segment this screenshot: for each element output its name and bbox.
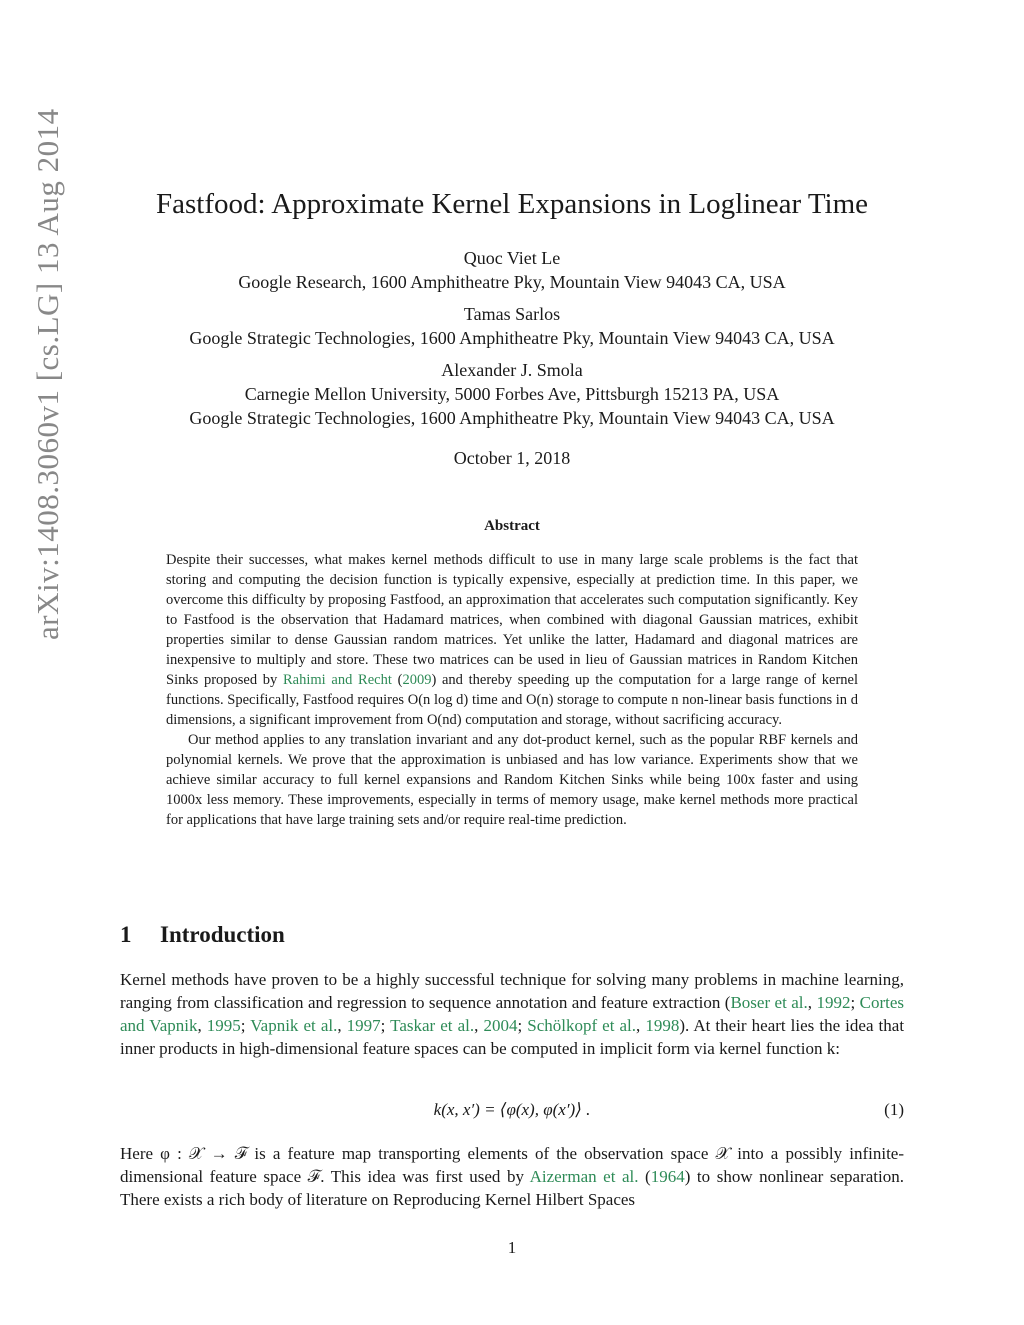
- citation-link[interactable]: Schölkopf et al.: [527, 1016, 637, 1035]
- abstract-paragraph-1: [166, 550, 858, 730]
- abstract-text: (: [391, 672, 403, 688]
- citation-link[interactable]: Cortes and Vapnik: [120, 993, 904, 1035]
- citation-year-link[interactable]: 1998: [645, 1016, 680, 1035]
- body-text: (: [638, 1167, 651, 1186]
- citation-link[interactable]: Taskar et al.: [390, 1016, 475, 1035]
- citation-year-link[interactable]: 2009: [402, 672, 432, 688]
- section-heading: [120, 922, 285, 948]
- paper-title: Fastfood: Approximate Kernel Expansions in Loglinear Time: [155, 188, 869, 220]
- arxiv-stamp: arXiv:1408.3060v1 [cs.LG] 13 Aug 2014: [30, 108, 65, 640]
- author-affiliation: Google Strategic Technologies, 1600 Amphitheatre Pky, Mountain View 94043 CA, USA: [189, 328, 835, 348]
- abstract-heading: Abstract: [484, 518, 540, 534]
- intro-paragraph-1: Kernel methods have proven to be a highly successful technique for solving many problems in machine learning, ranging from classification and regression to sequence annotation and feature extraction (Boser et al., 1992; Cortes and Vapnik, 1995; Vapnik et al., 1997; Taskar et al., 2004; Schölkopf et al., 1998). At their heart lies the idea that inner products in high-dimensional feature spaces can be computed in implicit form via kernel function k:: [120, 970, 905, 1058]
- body-text: Kernel methods have proven to be a highly successful technique for solving many problems in machine learning, ranging from classification and regression to sequence annotation and feature extraction (: [120, 970, 904, 1012]
- section-title: Introduction: [160, 922, 285, 947]
- paper-date: October 1, 2018: [453, 448, 571, 468]
- author-block-1: [0, 246, 1024, 294]
- citation-link[interactable]: Vapnik et al.: [250, 1016, 338, 1035]
- equation-expression: k(x, x′) = ⟨φ(x), φ(x′)⟩ .: [433, 1100, 591, 1119]
- author-affiliation: Google Research, 1600 Amphitheatre Pky, Mountain View 94043 CA, USA: [238, 272, 786, 292]
- abstract-text: ) and thereby speeding up the computation for a large range of kernel functions. Specifically, Fastfood requires O(n log d) time and O(n) storage to compute n non-linear basis functions in d dimensions, a significant improvement from O(nd) computation and storage, without sacrificing accuracy.: [166, 672, 858, 728]
- body-text: ). At their heart lies the idea that inner products in high-dimensional feature spaces can be computed in implicit form via kernel function k:: [120, 1016, 905, 1058]
- author-block-2: [0, 302, 1024, 350]
- citation-link[interactable]: Rahimi and Recht: [283, 672, 392, 688]
- citation-link[interactable]: Boser et al.: [730, 993, 808, 1012]
- citation-year-link[interactable]: 1995: [206, 1016, 241, 1035]
- abstract-text: Despite their successes, what makes kernel methods difficult to use in many large scale problems is the fact that storing and computing the decision function is typically expensive, especially at prediction time. In this paper, we overcome this difficulty by proposing Fastfood, an approximation that accelerates such computation significantly. Key to Fastfood is the observation that Hadamard matrices, when combined with diagonal Gaussian matrices, exhibit properties similar to dense Gaussian random matrices. Yet unlike the latter, Hadamard and diagonal matrices are inexpensive to multiply and store. These two matrices can be used in lieu of Gaussian matrices in Random Kitchen Sinks proposed by: [166, 552, 858, 688]
- author-affiliation: Carnegie Mellon University, 5000 Forbes Ave, Pittsburgh 15213 PA, USA: [244, 384, 780, 404]
- section-number: 1: [120, 922, 132, 947]
- abstract-paragraph-2: Our method applies to any translation invariant and any dot-product kernel, such as the popular RBF kernels and polynomial kernels. We prove that the approximation is unbiased and has low variance. Experiments show that we achieve similar accuracy to full kernel expansions and Random Kitchen Sinks while being 100x faster and using 1000x less memory. These improvements, especially in terms of memory usage, make kernel methods more practical for applications that have large training sets and/or require real-time prediction.: [166, 732, 858, 828]
- abstract-body: [166, 550, 858, 830]
- author-name: Quoc Viet Le: [463, 248, 561, 268]
- citation-link[interactable]: Aizerman et al.: [529, 1167, 639, 1186]
- author-name: Tamas Sarlos: [463, 304, 561, 324]
- citation-year-link[interactable]: 1992: [816, 993, 851, 1012]
- citation-year-link[interactable]: 1997: [346, 1016, 381, 1035]
- page-number: 1: [507, 1238, 517, 1257]
- equation-number: (1): [884, 1100, 904, 1119]
- author-name: Alexander J. Smola: [441, 360, 583, 380]
- intro-paragraph-2: [120, 1142, 904, 1211]
- author-affiliation: Google Strategic Technologies, 1600 Amphitheatre Pky, Mountain View 94043 CA, USA: [189, 408, 835, 428]
- citation-year-link[interactable]: 1964: [650, 1167, 685, 1186]
- author-block-3: [0, 358, 1024, 430]
- citation-year-link[interactable]: 2004: [483, 1016, 518, 1035]
- body-text: Here φ : 𝒳 → ℱ is a feature map transporting elements of the observation space 𝒳 into a possibly infinite-dimensional feature space ℱ. This idea was first used by: [120, 1144, 904, 1186]
- body-text: ) to show nonlinear separation. There exists a rich body of literature on Reproducing Kernel Hilbert Spaces: [120, 1167, 904, 1209]
